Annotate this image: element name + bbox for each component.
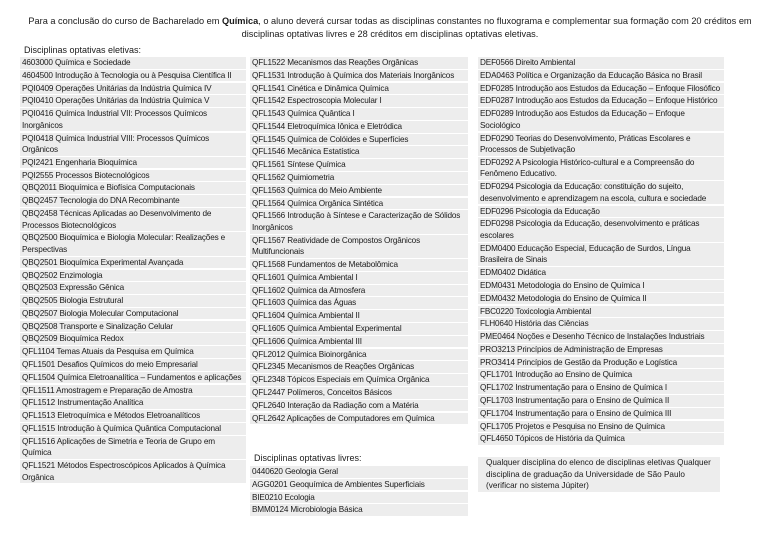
course-item: QFL1604 Química Ambiental II	[250, 310, 468, 322]
course-item: EDM0431 Metodologia do Ensino de Química I	[478, 280, 724, 292]
course-item: PQI0410 Operações Unitárias da Indústria Química V	[20, 95, 246, 107]
course-item: QFL1564 Química Orgânica Sintética	[250, 198, 468, 210]
course-item: DEF0566 Direito Ambiental	[478, 57, 724, 69]
course-item: QFL1522 Mecanismos das Reações Orgânicas	[250, 57, 468, 69]
course-item: QFL1704 Instrumentação para o Ensino de Química III	[478, 408, 724, 420]
course-item: FBC0220 Toxicologia Ambiental	[478, 306, 724, 318]
course-item: QBQ2458 Técnicas Aplicadas ao Desenvolvimento de Processos Biotecnológicos	[20, 208, 246, 231]
course-item: EDM0432 Metodologia do Ensino de Química II	[478, 293, 724, 305]
electives-column-2	[250, 57, 474, 424]
course-item: QFL1531 Introdução à Química dos Materiais Inorgânicos	[250, 70, 468, 82]
course-item: QFL2348 Tópicos Especiais em Química Orgânica	[250, 374, 468, 386]
course-item: QFL1543 Química Quântica I	[250, 108, 468, 120]
course-item: EDF0285 Introdução aos Estudos da Educação – Enfoque Filosófico	[478, 83, 724, 95]
course-item: PQI0409 Operações Unitárias da Indústria Química IV	[20, 83, 246, 95]
electives-list-1	[20, 57, 246, 483]
course-item: QFL4650 Tópicos de História da Química	[478, 433, 724, 445]
free-electives-heading: Disciplinas optativas livres:	[254, 453, 362, 463]
course-item: QFL2345 Mecanismos de Reações Orgânicas	[250, 361, 468, 373]
course-item: QFL1504 Química Eletroanalítica – Fundamentos e aplicações	[20, 372, 246, 384]
course-item: BIE0210 Ecologia	[250, 492, 468, 504]
course-item: QBQ2507 Biologia Molecular Computacional	[20, 308, 246, 320]
intro-paragraph	[18, 15, 762, 41]
course-item: PQI2555 Processos Biotecnológicos	[20, 170, 246, 182]
course-item: QFL1516 Aplicações de Simetria e Teoria de Grupo em Química	[20, 436, 246, 459]
electives-heading: Disciplinas optativas eletivas:	[24, 45, 142, 55]
course-item: QBQ2509 Bioquímica Redox	[20, 333, 246, 345]
course-item: EDM0400 Educação Especial, Educação de Surdos, Língua Brasileira de Sinais	[478, 243, 724, 266]
course-item: QFL1603 Química das Águas	[250, 297, 468, 309]
course-item: EDM0402 Didática	[478, 267, 724, 279]
course-item: BMM0124 Microbiologia Básica	[250, 504, 468, 516]
course-item: QFL1511 Amostragem e Preparação de Amostra	[20, 385, 246, 397]
course-item: QFL1605 Química Ambiental Experimental	[250, 323, 468, 335]
course-item: EDA0463 Política e Organização da Educação Básica no Brasil	[478, 70, 724, 82]
course-item: FLH0640 História das Ciências	[478, 318, 724, 330]
course-item: 4604500 Introdução à Tecnologia ou à Pesquisa Científica II	[20, 70, 246, 82]
intro-text-bold: Química	[222, 16, 259, 26]
course-item: QBQ2503 Expressão Gênica	[20, 282, 246, 294]
course-item: QFL1601 Química Ambiental I	[250, 272, 468, 284]
course-item: QFL1703 Instrumentação para o Ensino de Química II	[478, 395, 724, 407]
course-item: PQI0416 Química Industrial VII: Processos Químicos Inorgânicos	[20, 108, 246, 131]
free-electives-note: Qualquer disciplina do elenco de disciplinas eletivas Qualquer disciplina de graduação da Universidade de São Paulo (verificar no sistema Júpiter)	[478, 457, 720, 492]
course-item: QFL1561 Síntese Química	[250, 159, 468, 171]
course-item: QFL1568 Fundamentos de Metabolômica	[250, 259, 468, 271]
course-item: 4603000 Química e Sociedade	[20, 57, 246, 69]
intro-text-end: , o aluno deverá cursar todas as disciplinas constantes no fluxograma e complementar sua formação com 20 créditos em disciplinas optativas livres e 28 créditos em disciplinas optativas eletivas.	[241, 16, 752, 39]
course-item: QFL1701 Introdução ao Ensino de Química	[478, 369, 724, 381]
course-item: 0440620 Geologia Geral	[250, 466, 468, 478]
course-item: QFL1512 Instrumentação Analítica	[20, 397, 246, 409]
course-item: QFL1513 Eletroquímica e Métodos Eletroanalíticos	[20, 410, 246, 422]
course-item: PME0464 Noções e Desenho Técnico de Instalações Industriais	[478, 331, 724, 343]
course-item: EDF0292 A Psicologia Histórico-cultural e a Compreensão do Fenômeno Educativo.	[478, 157, 724, 180]
course-item: EDF0289 Introdução aos Estudos da Educação – Enfoque Sociológico	[478, 108, 724, 131]
course-item: PQI0418 Química Industrial VIII: Processos Químicos Orgânicos	[20, 133, 246, 156]
course-item: QFL1566 Introdução à Síntese e Caracterização de Sólidos Inorgânicos	[250, 210, 468, 233]
electives-column-3	[478, 57, 720, 445]
course-item: QBQ2501 Bioquímica Experimental Avançada	[20, 257, 246, 269]
electives-list-2	[250, 57, 474, 424]
course-item: QFL1545 Química de Colóides e Superfícies	[250, 134, 468, 146]
course-item: AGG0201 Geoquímica de Ambientes Superficiais	[250, 479, 468, 491]
course-item: QBQ2508 Transporte e Sinalização Celular	[20, 321, 246, 333]
course-item: QFL1521 Métodos Espectroscópicos Aplicados à Química Orgânica	[20, 460, 246, 483]
course-item: EDF0298 Psicologia da Educação, desenvolvimento e práticas escolares	[478, 218, 724, 241]
course-item: QFL1705 Projetos e Pesquisa no Ensino de Química	[478, 421, 724, 433]
electives-column-1	[20, 44, 246, 483]
electives-list-3	[478, 57, 720, 445]
course-item: QFL1567 Reatividade de Compostos Orgânicos Multifuncionais	[250, 235, 468, 258]
course-item: QFL1501 Desafios Químicos do meio Empresarial	[20, 359, 246, 371]
course-item: QFL2447 Polímeros, Conceitos Básicos	[250, 387, 468, 399]
course-item: QFL2640 Interação da Radiação com a Matéria	[250, 400, 468, 412]
course-item: QFL1544 Eletroquímica Iônica e Eletródica	[250, 121, 468, 133]
course-item: EDF0294 Psicologia da Educação: constituição do sujeito, desenvolvimento e aprendizagem na escola, cultura e sociedade	[478, 181, 724, 204]
course-item: PRO3414 Princípios de Gestão da Produção e Logística	[478, 357, 724, 369]
course-item: EDF0296 Psicologia da Educação	[478, 206, 724, 218]
course-item: QBQ2011 Bioquímica e Biofísica Computacionais	[20, 182, 246, 194]
intro-text-start: Para a conclusão do curso de Bacharelado em	[28, 16, 222, 26]
course-item: QFL1602 Química da Atmosfera	[250, 285, 468, 297]
course-item: QBQ2500 Bioquímica e Biologia Molecular: Realizações e Perspectivas	[20, 232, 246, 255]
course-item: EDF0287 Introdução aos Estudos da Educação – Enfoque Histórico	[478, 95, 724, 107]
course-item: QFL1546 Mecânica Estatística	[250, 146, 468, 158]
course-item: QFL1702 Instrumentação para o Ensino de Química I	[478, 382, 724, 394]
free-electives-section	[250, 452, 474, 516]
course-item: QBQ2457 Tecnologia do DNA Recombinante	[20, 195, 246, 207]
course-item: QFL2012 Química Bioinorgânica	[250, 349, 468, 361]
course-item: PQI2421 Engenharia Bioquímica	[20, 157, 246, 169]
course-item: QFL1515 Introdução à Química Quântica Computacional	[20, 423, 246, 435]
free-electives-list	[250, 466, 474, 516]
course-item: QFL1541 Cinética e Dinâmica Química	[250, 83, 468, 95]
course-item: QFL1542 Espectroscopia Molecular I	[250, 95, 468, 107]
course-item: QFL1563 Química do Meio Ambiente	[250, 185, 468, 197]
course-item: QBQ2505 Biologia Estrutural	[20, 295, 246, 307]
course-item: QFL1562 Quimiometria	[250, 172, 468, 184]
course-item: QFL1104 Temas Atuais da Pesquisa em Química	[20, 346, 246, 358]
course-item: PRO3213 Princípios de Administração de Empresas	[478, 344, 724, 356]
course-item: QFL1606 Química Ambiental III	[250, 336, 468, 348]
course-item: EDF0290 Teorias do Desenvolvimento, Práticas Escolares e Processos de Subjetivação	[478, 133, 724, 156]
course-item: QFL2642 Aplicações de Computadores em Química	[250, 413, 468, 425]
course-item: QBQ2502 Enzimologia	[20, 270, 246, 282]
